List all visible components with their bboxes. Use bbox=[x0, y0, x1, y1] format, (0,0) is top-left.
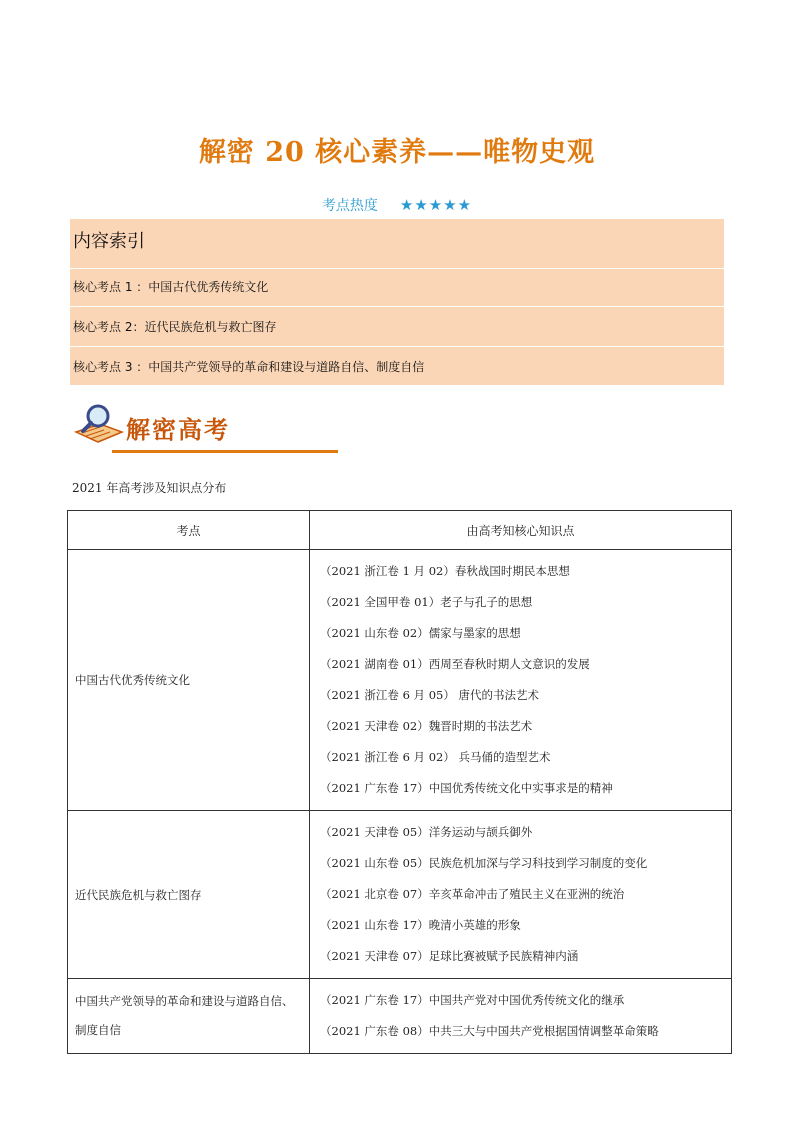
knowledge-point: （2021 北京卷 07）辛亥革命冲击了殖民主义在亚洲的统治 bbox=[320, 887, 625, 901]
knowledge-point: （2021 广东卷 08）中共三大与中国共产党根据国情调整革命策略 bbox=[320, 1024, 659, 1038]
table-row bbox=[68, 811, 732, 979]
banner-underline bbox=[112, 450, 338, 453]
banner-text: 解密高考 bbox=[126, 415, 230, 444]
index-item-3: 核心考点 3 ：中国共产党领导的革命和建设与道路自信、制度自信 bbox=[73, 360, 425, 374]
knowledge-point: （2021 天津卷 05）洋务运动与颉兵御外 bbox=[320, 825, 533, 839]
section-banner bbox=[72, 402, 272, 454]
row-topic: 中国古代优秀传统文化 bbox=[68, 550, 310, 811]
heat-label: 考点热度 bbox=[321, 198, 378, 214]
page-title: 解密 20 核心素养——唯物史观 bbox=[198, 137, 596, 168]
magnifier-book-icon bbox=[72, 402, 126, 452]
content-index bbox=[70, 219, 724, 385]
header-topic: 考点 bbox=[68, 511, 310, 550]
table-row bbox=[68, 979, 732, 1054]
row-topic: 中国共产党领导的革命和建设与道路自信、制度自信 bbox=[68, 979, 310, 1054]
knowledge-distribution-table bbox=[67, 510, 732, 1054]
index-item-1: 核心考点 1 ：中国古代优秀传统文化 bbox=[70, 269, 724, 307]
row-points bbox=[310, 811, 732, 979]
knowledge-point: （2021 天津卷 02）魏晋时期的书法艺术 bbox=[320, 719, 533, 733]
heat-rating bbox=[0, 195, 794, 215]
knowledge-point: （2021 山东卷 05）民族危机加深与学习科技到学习制度的变化 bbox=[320, 856, 648, 870]
heat-stars: ★★★★★ bbox=[399, 196, 473, 214]
knowledge-point: （2021 湖南卷 01）西周至春秋时期人文意识的发展 bbox=[320, 657, 590, 671]
knowledge-point: （2021 天津卷 07）足球比赛被赋予民族精神内涵 bbox=[320, 949, 579, 963]
row-points bbox=[310, 979, 732, 1054]
index-title: 内容索引 bbox=[70, 219, 724, 269]
row-topic: 近代民族危机与救亡图存 bbox=[68, 811, 310, 979]
row-points bbox=[310, 550, 732, 811]
table-caption: 2021 年高考涉及知识点分布 bbox=[72, 481, 227, 495]
knowledge-point: （2021 山东卷 02）儒家与墨家的思想 bbox=[320, 626, 521, 640]
knowledge-point: （2021 广东卷 17）中国优秀传统文化中实事求是的精神 bbox=[320, 781, 613, 795]
table-header-row bbox=[68, 511, 732, 550]
index-item-2: 核心考点 2：近代民族危机与救亡图存 bbox=[70, 309, 724, 347]
table-row bbox=[68, 550, 732, 811]
header-points: 由高考知核心知识点 bbox=[310, 511, 732, 550]
knowledge-point: （2021 广东卷 17）中国共产党对中国优秀传统文化的继承 bbox=[320, 993, 625, 1007]
knowledge-point: （2021 山东卷 17）晚清小英雄的形象 bbox=[320, 918, 521, 932]
knowledge-point: （2021 浙江卷 1 月 02）春秋战国时期民本思想 bbox=[320, 564, 570, 578]
knowledge-point: （2021 全国甲卷 01）老子与孔子的思想 bbox=[320, 595, 533, 609]
knowledge-point: （2021 浙江卷 6 月 05） 唐代的书法艺术 bbox=[320, 688, 539, 702]
knowledge-point: （2021 浙江卷 6 月 02） 兵马俑的造型艺术 bbox=[320, 750, 551, 764]
